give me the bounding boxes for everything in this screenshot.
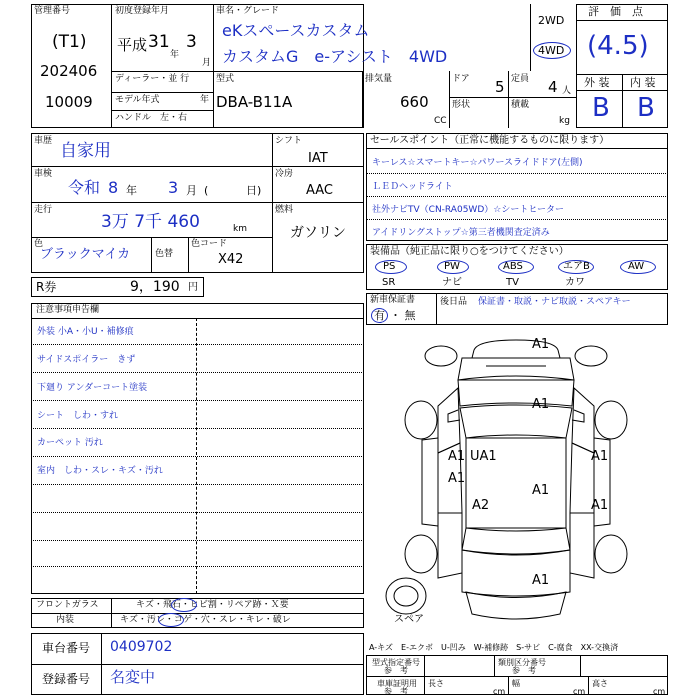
cert-reference: 参 考 — [384, 687, 408, 696]
equipment-sr: SR — [382, 277, 396, 288]
interior-condition-value: キズ・汚レ・コゲ・穴・スレ・キレ・破レ — [120, 615, 291, 625]
handle-label: ハンドル 左・右 — [115, 113, 188, 123]
warranty-yes: 有 — [374, 309, 385, 322]
reg-label: 登録番号 — [42, 672, 91, 686]
mileage-value: 3万 7千 460 — [101, 212, 200, 232]
category-reference: 参 考 — [512, 666, 536, 675]
equipment-pw: PW — [444, 261, 460, 272]
load-unit: kg — [559, 116, 570, 126]
equipment-tv: TV — [506, 277, 519, 288]
interior-label: 内 装 — [630, 76, 656, 89]
first-reg-year-suffix: 年 — [170, 50, 180, 60]
interior-dirt-circle — [158, 613, 184, 627]
mileage-label: 走行 — [34, 205, 53, 215]
interior-label-row: 内装 — [56, 615, 75, 625]
capacity-value: 4 — [548, 78, 558, 96]
damage-mark-left-rear-door: A1 — [448, 471, 466, 486]
car-name-label: 車名・グレード — [216, 6, 280, 16]
warranty-no: ・ 無 — [390, 309, 416, 322]
color-value: ブラックマイカ — [40, 247, 131, 262]
selling-point-2: ＬＥＤヘッドライト — [372, 182, 453, 192]
damage-mark-left-front-door: UA1 — [470, 449, 497, 464]
damage-mark-front-bumper: A1 — [532, 337, 550, 352]
equipment-abs: ABS — [503, 261, 523, 272]
color-code-label: 色コード — [191, 239, 228, 249]
mgmt-number-2: 10009 — [45, 93, 93, 111]
car-grade: カスタムG e-アシスト 4WD — [222, 47, 448, 66]
cert-label: 車庫証明用 — [377, 679, 417, 688]
displacement-label: 排気量 — [365, 74, 393, 84]
length-label: 長さ — [428, 679, 444, 688]
damage-legend: A-キズ E-エクボ U-凹み W-補修跡 S-サビ C-腐食 XX-交換済 — [369, 643, 619, 652]
displacement-value: 660 — [400, 93, 429, 111]
first-reg-label: 初度登録年月 — [115, 6, 170, 16]
doors-value: 5 — [495, 78, 505, 96]
fuel-value: ガソリン — [290, 225, 346, 241]
notes-title: 注意事項申告欄 — [36, 305, 100, 315]
length-unit: cm — [493, 687, 506, 696]
equipment-airbag: エアB — [563, 261, 590, 272]
inspection-era: 令和 — [68, 178, 101, 197]
shape-label: 形状 — [452, 100, 471, 110]
inspection-month: 3 — [168, 178, 179, 197]
capacity-unit: 人 — [562, 86, 572, 96]
category-label: 類別区分番号 — [498, 658, 546, 667]
aftermarket-value: 保証書・取説・ナビ取説・スペアキー — [478, 297, 631, 307]
damage-mark-roof: A1 — [532, 483, 550, 498]
reg-value: 名変中 — [110, 668, 156, 686]
equipment-title: 装備品（純正品に限り○をつけてください） — [370, 246, 569, 257]
car-name: eKスペースカスタム — [222, 21, 370, 40]
dealer-label: ディーラー・並 行 — [115, 74, 190, 84]
type-designation-label: 型式指定番号 — [372, 658, 420, 667]
aftermarket-label: 後日品 — [440, 297, 468, 307]
note-line-6: 室内 しわ・スレ・キズ・汚れ — [37, 466, 163, 476]
car-damage-diagram — [366, 328, 668, 636]
first-reg-month-suffix: 月 — [202, 58, 212, 68]
color-label: 色 — [34, 239, 44, 249]
fuel-label: 燃料 — [275, 205, 294, 215]
note-line-5: カーペット 汚れ — [37, 438, 103, 448]
equipment-ps: PS — [383, 261, 396, 272]
damage-mark-rear-hatch: A1 — [532, 573, 550, 588]
inspection-year-suffix: 年 — [126, 184, 137, 197]
mileage-unit: km — [233, 224, 247, 234]
selling-point-3: 社外ナビTV（CN-RA05WD）☆シートヒーター — [372, 205, 564, 215]
damage-mark-right-quarter: A1 — [591, 498, 609, 513]
chassis-label: 車台番号 — [42, 641, 91, 655]
history-value: 自家用 — [60, 141, 111, 161]
inspection-label: 車検 — [34, 169, 53, 179]
note-line-4: シート しわ・すれ — [37, 411, 119, 421]
ac-value: AAC — [306, 183, 333, 198]
first-reg-era: 平成 — [117, 36, 148, 54]
note-line-2: サイドスポイラー きず — [37, 355, 136, 365]
front-glass-label: フロントガラス — [36, 600, 99, 610]
interior-grade: B — [637, 93, 655, 123]
type-designation-reference: 参 考 — [384, 666, 408, 675]
exterior-grade: B — [592, 93, 610, 123]
equipment-leather: カワ — [565, 277, 585, 288]
inspection-day: 日) — [246, 184, 262, 197]
front-glass-chip-circle — [171, 598, 197, 612]
equipment-aw: AW — [628, 261, 645, 272]
type-value: DBA-B11A — [216, 93, 293, 111]
front-glass-value: キズ・飛石・ヒビ割・リペア跡・Ｘ要 — [136, 600, 289, 610]
inspection-day-open: ( — [204, 184, 209, 197]
type-label: 型式 — [216, 74, 235, 84]
r-ticket-unit: 円 — [188, 282, 198, 293]
drive-2wd: 2WD — [538, 14, 565, 27]
chassis-value: 0409702 — [110, 639, 173, 655]
selling-points-title: セールスポイント（正常に機能するものに限ります） — [370, 135, 610, 146]
height-unit: cm — [653, 687, 666, 696]
r-ticket-value: 9，190 — [130, 279, 180, 295]
shift-value: IAT — [308, 151, 328, 166]
damage-mark-right-fender: A1 — [591, 449, 609, 464]
r-ticket-label: R券 — [36, 280, 57, 294]
note-line-3: 下廻り アンダーコート塗装 — [37, 383, 148, 393]
evaluation-score: (4.5) — [587, 31, 649, 61]
displacement-unit: CC — [434, 116, 447, 126]
capacity-label: 定員 — [511, 74, 530, 84]
ac-label: 冷房 — [275, 169, 294, 179]
mgmt-code: (T1) — [52, 32, 87, 52]
damage-mark-left-fender: A1 — [448, 449, 466, 464]
spare-label: スペア — [394, 614, 424, 625]
model-year-label: モデル年式 — [115, 95, 160, 105]
width-unit: cm — [573, 687, 586, 696]
first-reg-month: 3 — [186, 32, 197, 52]
damage-mark-hood: A1 — [532, 397, 550, 412]
mgmt-number-1: 202406 — [40, 62, 98, 80]
height-label: 高さ — [592, 679, 608, 688]
mgmt-label: 管理番号 — [34, 6, 71, 16]
color-code-value: X42 — [218, 252, 244, 267]
width-label: 幅 — [512, 679, 520, 688]
inspection-year: 8 — [108, 178, 119, 197]
exterior-label: 外 装 — [584, 76, 610, 89]
doors-label: ドア — [452, 74, 470, 84]
warranty-label: 新車保証書 — [370, 295, 416, 305]
evaluation-label: 評 価 点 — [588, 5, 643, 18]
recolor-label: 色替 — [155, 249, 174, 259]
load-label: 積載 — [511, 100, 530, 110]
drive-4wd: 4WD — [538, 44, 565, 57]
selling-point-1: キーレス☆スマートキー☆パワースライドドア(左側) — [372, 158, 583, 168]
shift-label: シフト — [275, 136, 303, 146]
history-label: 車歴 — [34, 136, 53, 146]
first-reg-year: 31 — [148, 32, 170, 52]
inspection-month-suffix: 月 — [186, 184, 197, 197]
model-year-suffix: 年 — [200, 95, 210, 105]
selling-point-4: アイドリングストップ☆第三者機関査定済み — [372, 228, 550, 238]
equipment-navi: ナビ — [442, 277, 462, 288]
note-line-1: 外装 小A・小U・補修痕 — [37, 327, 134, 337]
damage-mark-left-quarter: A2 — [472, 498, 490, 513]
